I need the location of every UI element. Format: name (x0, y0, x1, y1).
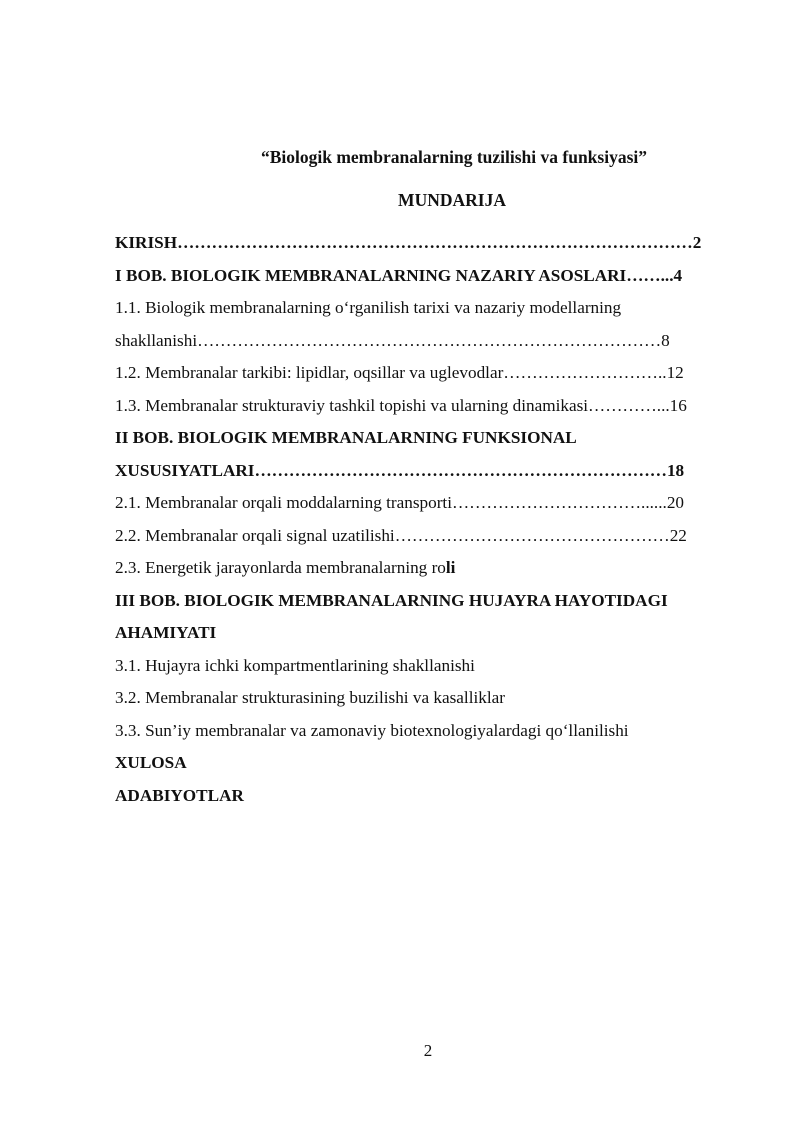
toc-entry-chapter-3-line-1[interactable]: III BOB. BIOLOGIK MEMBRANALARNING HUJAYRA HAYOTIDAGI (115, 590, 668, 610)
toc-entry-chapter-1[interactable]: I BOB. BIOLOGIK MEMBRANALARNING NAZARIY ASOSLARI……...4 (115, 265, 683, 285)
toc-entry-xulosa[interactable]: XULOSA (115, 753, 187, 772)
toc-entry-chapter-2-line-1[interactable]: II BOB. BIOLOGIK MEMBRANALARNING FUNKSIONAL (115, 428, 577, 447)
toc-entry-3-1[interactable]: 3.1. Hujayra ichki kompartmentlarining shakllanishi (115, 655, 475, 675)
document-title-text: “Biologik membranalarning tuzilishi va funksiyasi” (260, 147, 648, 167)
toc-entry-chapter-2-line-2[interactable]: XUSUSIYATLARI………………………………………………………………18 (115, 460, 685, 480)
toc-entry-1-3[interactable]: 1.3. Membranalar strukturaviy tashkil topishi va ularning dinamikasi…………...16 (115, 395, 687, 415)
toc-entry-2-1[interactable]: 2.1. Membranalar orqali moddalarning transporti……………………………......20 (115, 493, 685, 512)
toc-entry-1-1-line-1[interactable]: 1.1. Biologik membranalarning o‘rganilish tarixi va nazariy modellarning (115, 298, 622, 317)
toc-heading: MUNDARIJA (398, 190, 506, 210)
toc-entry-2-2[interactable]: 2.2. Membranalar orqali signal uzatilishi…………………………………………22 (115, 525, 687, 545)
table-of-contents (115, 230, 742, 815)
toc-entry-2-3[interactable] (115, 555, 742, 588)
toc-entry-kirish[interactable]: KIRISH………………………………………………………………………………2 (115, 233, 702, 252)
toc-entry-1-1-line-2[interactable]: shakllanishi………………………………………………………………………8 (115, 330, 670, 350)
page-number: 2 (423, 1041, 433, 1060)
toc-entry-1-2[interactable]: 1.2. Membranalar tarkibi: lipidlar, oqsillar va uglevodlar………………………..12 (115, 363, 684, 382)
toc-entry-2-3-bold-suffix: li (445, 558, 456, 577)
toc-entry-chapter-3-line-2[interactable]: AHAMIYATI (115, 623, 217, 642)
toc-entry-3-2[interactable]: 3.2. Membranalar strukturasining buzilishi va kasalliklar (115, 688, 505, 707)
toc-entry-adabiyotlar[interactable]: ADABIYOTLAR (115, 785, 244, 805)
toc-entry-2-3-text: 2.3. Energetik jarayonlarda membranalarning ro (115, 558, 446, 577)
toc-entry-3-3[interactable]: 3.3. Sun’iy membranalar va zamonaviy biotexnologiyalardagi qo‘llanilishi (115, 720, 629, 740)
document-title (0, 146, 800, 168)
